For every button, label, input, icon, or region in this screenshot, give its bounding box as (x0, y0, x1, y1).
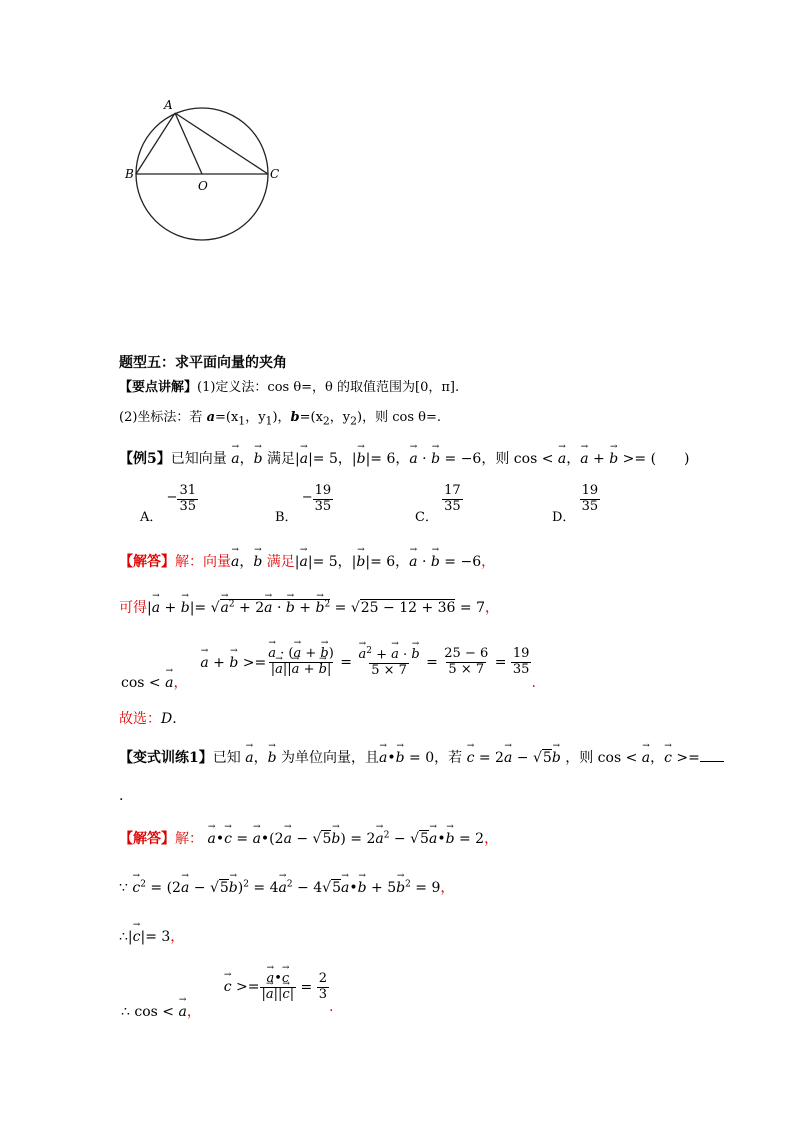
stem-text: 已知 (212, 750, 241, 766)
answer-text: 解： (175, 831, 203, 847)
variant1-dot: . (119, 788, 124, 804)
final-choice: D (161, 711, 173, 727)
example5-final (119, 708, 177, 728)
therefore-symbol: ∴ (119, 929, 128, 945)
key-point-tag: 【要点讲解】 (119, 380, 198, 395)
section-title: 题型五：求平面向量的夹角 (119, 355, 287, 371)
variant1-stem: 【变式训练1】已知 → a，→ b 为单位向量，且→ a•→ b = 0，若 → c = 2→ a − √5→ b ，则 cos < → a，→ c >= (119, 747, 724, 767)
option-numerator: 17 (444, 483, 461, 498)
key-point-text: (1)定义法：cos θ=，θ 的取值范围为[0，π]. (197, 380, 460, 395)
answer-tag: 【解答】 (119, 831, 175, 847)
option-sign: − (301, 489, 313, 505)
subscript: 1 (238, 414, 246, 428)
stem-text: ，则 (565, 750, 594, 766)
because-symbol: ∵ (119, 880, 128, 896)
vector-a: → a (231, 451, 239, 467)
option-a[interactable] (140, 483, 198, 525)
option-label: C． (415, 509, 438, 525)
vector-a-bold: a (206, 410, 215, 425)
segment-AB (136, 113, 175, 174)
example5-answer-line2: 可得|→ a + → b|= √→ $a^2 + 2\to a$ · → b + → $b^2 = √25 - 12 + 36 = 7$， (119, 597, 499, 617)
option-b[interactable] (275, 483, 333, 525)
answer-paren: ( ) (650, 451, 690, 467)
variant1-answer-line4: ∴ cos < → a， → c >= → $\frac{a•\to c}{|\to a||\to c|}$ = $\frac{2}{3}$ . (121, 972, 333, 1003)
coord-text: ，y (329, 410, 351, 425)
coord-text: )， (272, 410, 291, 425)
option-denominator: 35 (179, 498, 196, 514)
answer-blank[interactable] (700, 749, 724, 762)
label-B: B (125, 167, 134, 181)
variant1-answer-line3: ∴|→ c|= 3， (119, 926, 184, 946)
option-d[interactable] (552, 483, 600, 525)
fraction-numerator: 2 (318, 971, 328, 986)
example5-answer-line1: 【解答】解：向量→ a，→ b 满足|→ a|= 5，|→ b|= 6，→ a · → b = −6， (119, 551, 495, 571)
option-numerator: 19 (581, 483, 599, 498)
example5-stem: 【例5】已知向量 → a，→ b 满足|→ a|= 5，|→ b|= 6，→ a · → b = −6，则 cos < → a，→ a + → b >= ( ) (119, 448, 690, 468)
option-label: B． (275, 509, 298, 525)
option-numerator: 19 (314, 483, 332, 498)
stem-text: 为单位向量，且 (280, 750, 379, 766)
answer-text: 解：向量 (175, 554, 231, 570)
fraction-denominator: 3 (318, 986, 328, 1002)
subscript: 1 (265, 414, 273, 428)
vector-b-bold: b (290, 410, 300, 425)
option-c[interactable] (415, 483, 463, 525)
answer-tag: 【解答】 (119, 554, 175, 570)
stem-text: 满足 (266, 451, 295, 467)
therefore-symbol: ∴ (121, 1004, 130, 1021)
circle-triangle-figure (120, 92, 290, 242)
example5-tag: 【例5】 (119, 451, 171, 467)
variant1-answer-line2: ∵ → $c^2 = (2\to a - √5\to b)^2 = 4\to a^2 - 4√5\to$ a•→ $b + 5\to b^2 = 9$， (119, 877, 454, 897)
final-end: . (172, 711, 177, 727)
label-C: C (270, 167, 280, 181)
option-denominator: 35 (314, 498, 332, 514)
label-A: A (164, 98, 173, 112)
option-numerator: 31 (179, 483, 196, 498)
vector-b: → b (254, 451, 263, 467)
subscript: 2 (322, 414, 330, 428)
final-tag: 故选： (119, 711, 161, 727)
example5-answer-line3: cos < → a， → a + → b >= → $\frac{a \cdot (\to a + \to b)}{|\to a||\to a + \to b|}$ = → $\frac{a^2 + \to a \cdot \to b}{5 \times 7}$ = $\frac{25 - 6}{5 \times 7}$ = $\frac{19}{35}$ . (121, 646, 536, 679)
coord-text: )，则 cos θ=. (357, 410, 442, 425)
coord-text: =(x (215, 410, 239, 425)
option-label: D． (552, 509, 576, 525)
answer-text: 可得 (119, 600, 147, 616)
answer-text: 满足 (266, 554, 295, 570)
variant1-answer-line1: 【解答】解： → a•→ c = → a•(2→ $a - √5\to b) = 2\to a^2 - √5\to$ a•→ b = 2， (119, 828, 498, 848)
coordinate-method-line (119, 406, 441, 428)
option-label: A． (140, 509, 163, 525)
option-sign: − (166, 489, 178, 505)
coord-text: (2)坐标法：若 (119, 410, 207, 425)
key-point-line (119, 376, 459, 395)
label-O: O (198, 179, 208, 193)
subscript: 2 (350, 414, 358, 428)
stem-text: 已知向量 (170, 451, 227, 467)
stem-text: ，若 (434, 750, 463, 766)
coord-text: =(x (299, 410, 323, 425)
variant1-tag: 【变式训练1】 (119, 750, 213, 766)
stem-text: ，则 (481, 451, 510, 467)
option-denominator: 35 (581, 498, 599, 514)
option-denominator: 35 (444, 498, 461, 514)
coord-text: ，y (245, 410, 266, 425)
